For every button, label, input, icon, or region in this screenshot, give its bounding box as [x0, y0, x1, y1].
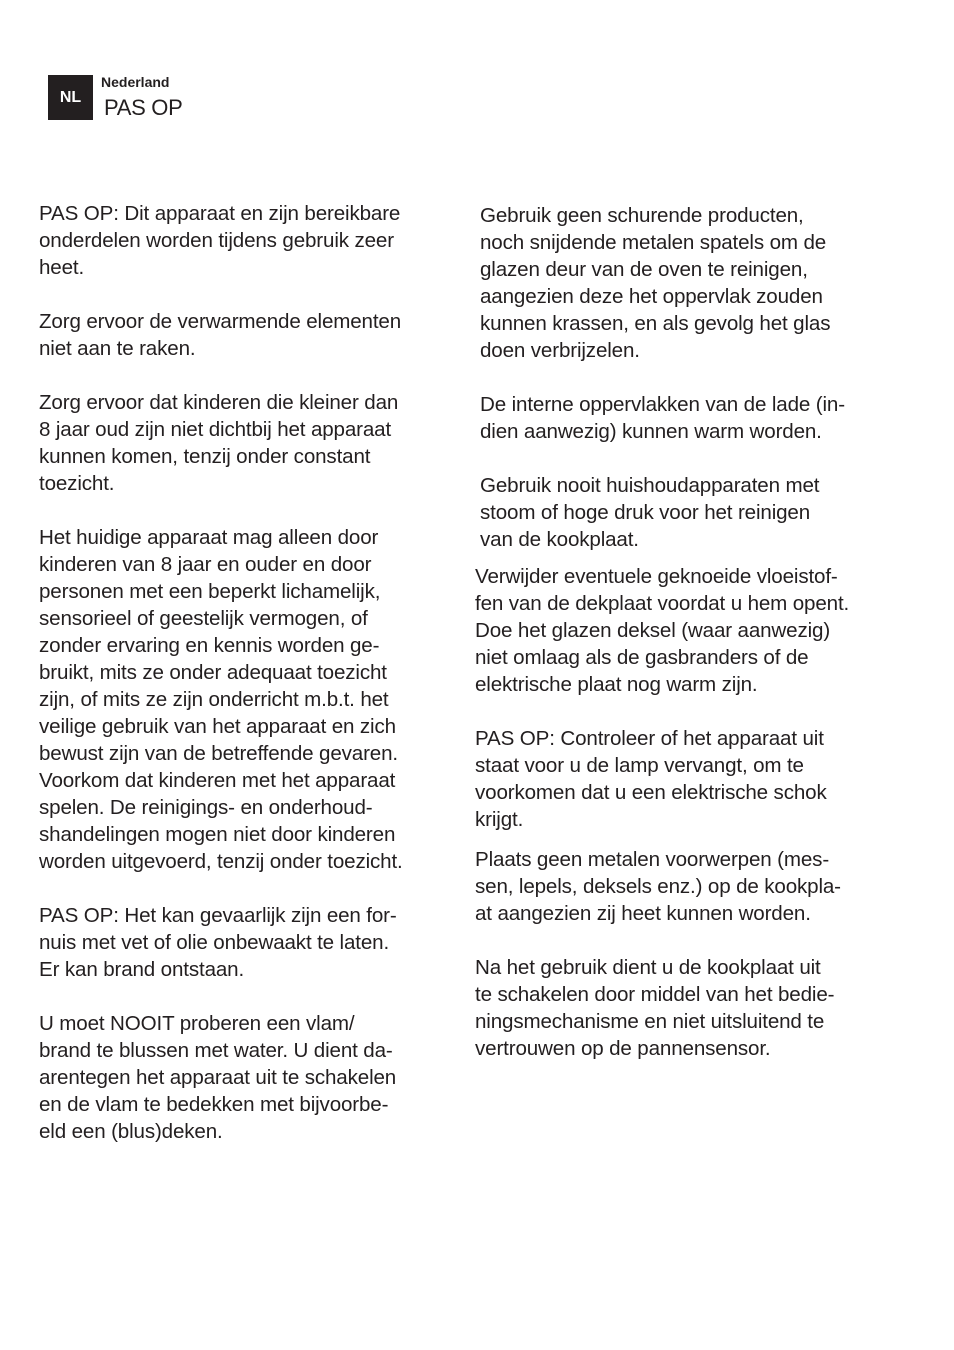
warning-paragraph: Zorg ervoor de verwarmende elementen niet aan te raken.: [39, 310, 402, 360]
language-badge: NL: [48, 75, 93, 120]
warning-paragraph: PAS OP: Dit apparaat en zijn bereikbare onderdelen worden tijdens gebruik zeer heet.: [39, 202, 401, 279]
warning-paragraph: Plaats geen metalen voorwerpen (mes- sen, lepels, deksels enz.) op de kookpla- at aangezien zij heet kunnen worden.: [475, 848, 841, 925]
warning-paragraph: U moet NOOIT proberen een vlam/ brand te blussen met water. U dient da- arentegen het apparaat uit te schakelen en de vlam te bedekken met bijvoorbe- eld een (blus)deken.: [39, 1012, 397, 1143]
warning-paragraph: Gebruik nooit huishoudapparaten met stoom of hoge druk voor het reinigen van de kookplaat.: [480, 474, 820, 551]
warning-paragraph: De interne oppervlakken van de lade (in- dien aanwezig) kunnen warm worden.: [480, 393, 845, 443]
warning-paragraph: PAS OP: Het kan gevaarlijk zijn een for- nuis met vet of olie onbewaakt te laten. Er kan brand ontstaan.: [39, 904, 397, 981]
warning-paragraph: Het huidige apparaat mag alleen door kinderen van 8 jaar en ouder en door personen met een beperkt lichamelijk, sensorieel of geestelijk vermogen, of zonder ervaring en kennis worden ge- bruikt, mits ze onder adequaat toezicht zijn, of mits ze zijn onderricht m.b.t. het veilige gebruik van het apparaat en zich bewust zijn van de betreffende gevaren. Voorkom dat kinderen met het apparaat spelen. De reinigings- en onderhoud- shandelingen mogen niet door kinderen worden uitgevoerd, tenzij onder toezicht.: [39, 526, 403, 873]
warning-paragraph: Zorg ervoor dat kinderen die kleiner dan 8 jaar oud zijn niet dichtbij het apparaat kunnen komen, tenzij onder constant toezicht.: [39, 391, 399, 495]
left-column: [39, 200, 459, 1172]
warning-paragraph: Na het gebruik dient u de kookplaat uit te schakelen door middel van het bedie- ningsmechanisme en niet uitsluitend te vertrouwen op de pannensensor.: [475, 956, 835, 1060]
right-column: [475, 202, 905, 1089]
warning-paragraph: PAS OP: Controleer of het apparaat uit staat voor u de lamp vervangt, om te voorkomen dat u een elektrische schok krijgt.: [475, 727, 827, 831]
warning-paragraph: Verwijder eventuele geknoeide vloeistof- fen van de dekplaat voordat u hem opent. Doe het glazen deksel (waar aanwezig) niet omlaag als de gasbranders of de elektrische plaat nog warm zijn.: [475, 565, 850, 696]
section-title: PAS OP: [104, 95, 183, 120]
warning-paragraph: Gebruik geen schurende producten, noch snijdende metalen spatels om de glazen deur van de oven te reinigen, aangezien deze het oppervlak zouden kunnen krassen, en als gevolg het glas doen verbrijzelen.: [480, 204, 831, 362]
language-label: Nederland: [101, 74, 170, 90]
